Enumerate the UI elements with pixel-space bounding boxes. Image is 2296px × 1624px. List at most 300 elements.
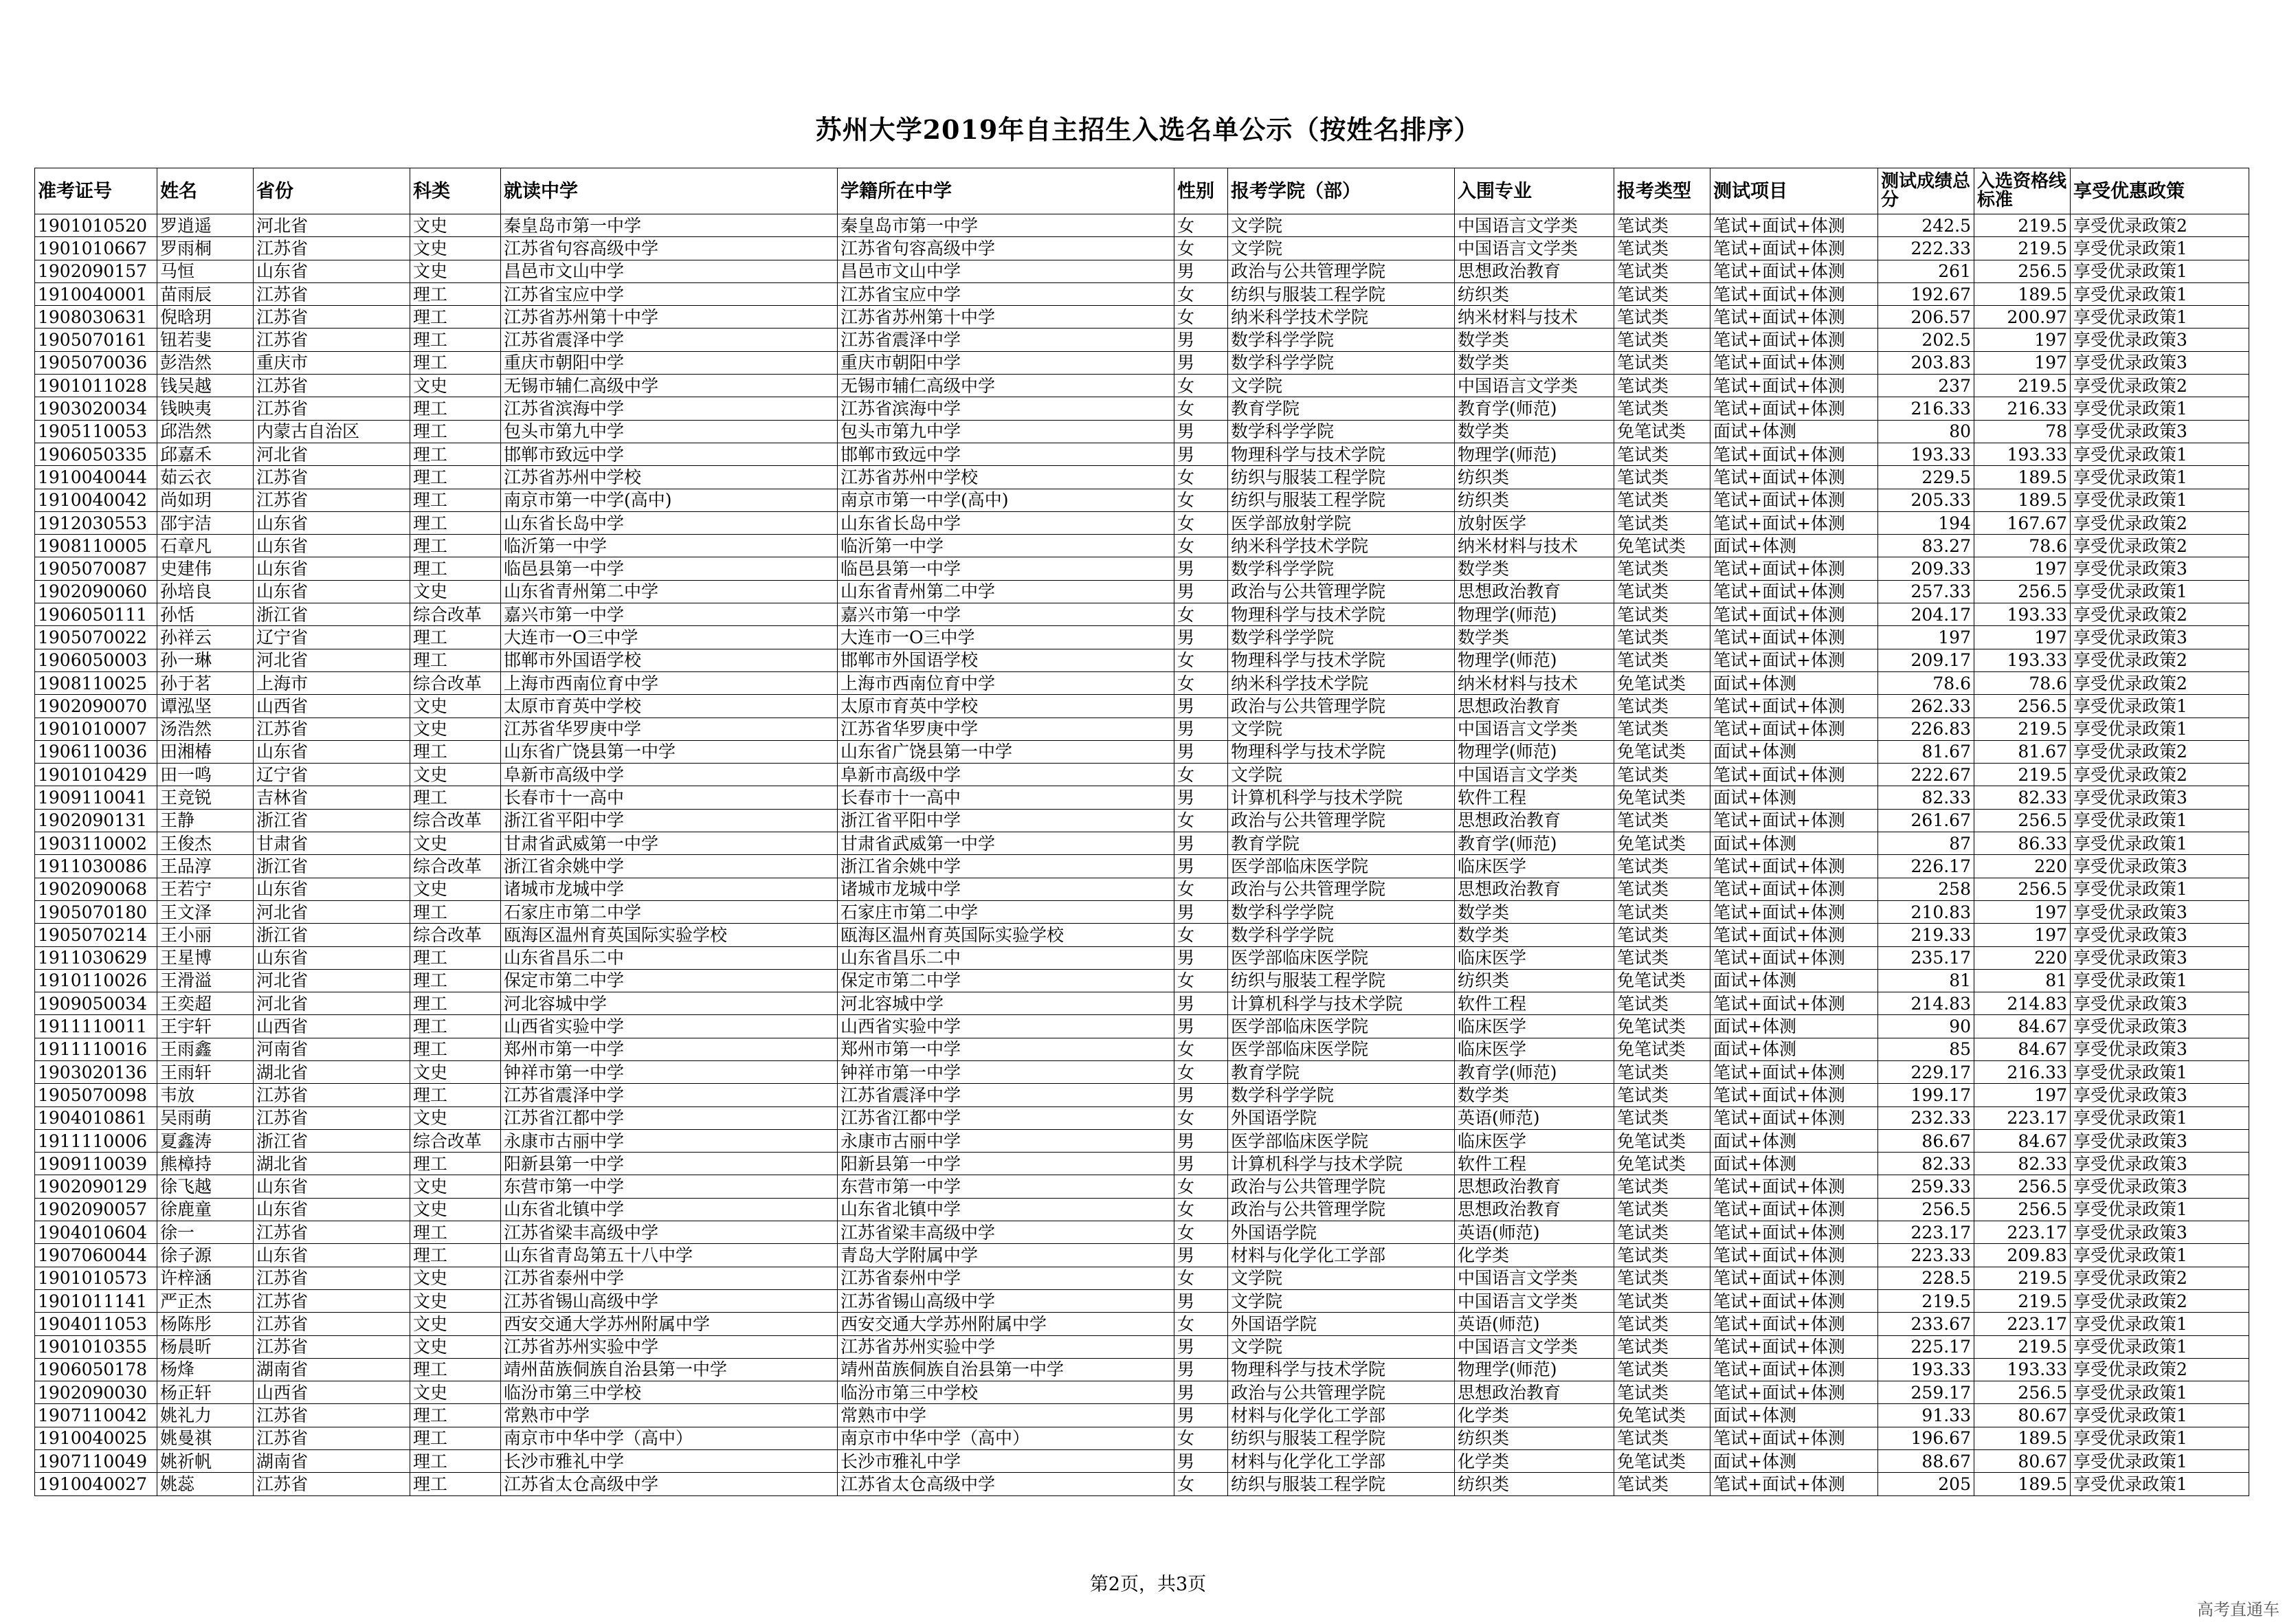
table-cell: 女 [1174,1313,1228,1335]
table-cell: 河北容城中学 [501,992,838,1015]
table-cell: 甘肃省武威第一中学 [501,832,838,855]
table-cell: 浙江省余姚中学 [838,855,1174,878]
table-cell: 理工 [410,992,501,1015]
table-cell: 222.33 [1878,237,1974,260]
table-cell: 瓯海区温州育英国际实验学校 [838,924,1174,946]
table-cell: 西安交通大学苏州附属中学 [501,1313,838,1335]
table-cell: 笔试+面试+体测 [1710,900,1878,923]
table-cell: 杨陈彤 [157,1313,254,1335]
table-cell: 临沂第一中学 [838,535,1174,557]
table-cell: 享受优录政策2 [2071,740,2249,763]
table-cell: 教育学(师范) [1455,832,1614,855]
table-cell: 189.5 [1974,1473,2071,1495]
table-cell: 教育学(师范) [1455,1060,1614,1083]
table-cell: 数学科学学院 [1228,351,1455,374]
table-cell: 医学部临床医学院 [1228,1038,1455,1060]
table-cell: 1902090070 [35,695,157,718]
table-cell: 江苏省 [254,1221,410,1244]
table-cell: 理工 [410,946,501,969]
table-cell: 83.27 [1878,535,1974,557]
table-cell: 徐飞越 [157,1175,254,1198]
table-cell: 262.33 [1878,695,1974,718]
table-cell: 笔试类 [1614,397,1710,420]
table-cell: 政治与公共管理学院 [1228,580,1455,603]
table-row [35,718,2249,740]
table-cell: 纳米科学技术学院 [1228,671,1455,694]
table-cell: 田一鸣 [157,764,254,786]
table-cell: 1901010573 [35,1267,157,1289]
table-cell: 192.67 [1878,282,1974,305]
table-cell: 理工 [410,420,501,443]
table-cell: 免笔试类 [1614,1404,1710,1427]
table-cell: 浙江省平阳中学 [501,809,838,832]
table-cell: 吉林省 [254,786,410,809]
table-cell: 靖州苗族侗族自治县第一中学 [501,1358,838,1381]
table-cell: 享受优录政策1 [2071,489,2249,511]
table-cell: 理工 [410,466,501,489]
table-cell: 笔试类 [1614,649,1710,671]
table-cell: 免笔试类 [1614,1015,1710,1038]
table-cell: 东营市第一中学 [838,1175,1174,1198]
table-cell: 英语(师范) [1455,1221,1614,1244]
table-cell: 1903110002 [35,832,157,855]
table-cell: 秦皇岛市第一中学 [501,214,838,237]
table-cell: 邯郸市外国语学校 [838,649,1174,671]
table-cell: 物理学(师范) [1455,1358,1614,1381]
table-cell: 理工 [410,786,501,809]
table-cell: 孙祥云 [157,626,254,649]
table-cell: 石家庄市第二中学 [501,900,838,923]
table-cell: 江苏省 [254,306,410,329]
table-cell: 文史 [410,1060,501,1083]
table-row [35,855,2249,878]
table-cell: 笔试类 [1614,282,1710,305]
table-cell: 面试+体测 [1710,671,1878,694]
table-cell: 1904010604 [35,1221,157,1244]
table-cell: 免笔试类 [1614,969,1710,992]
table-cell: 笔试+面试+体测 [1710,351,1878,374]
table-cell: 享受优录政策3 [2071,1175,2249,1198]
table-cell: 85 [1878,1038,1974,1060]
table-cell: 数学类 [1455,900,1614,923]
table-row [35,1313,2249,1335]
table-cell: 徐子源 [157,1244,254,1267]
table-cell: 1910040042 [35,489,157,511]
table-cell: 计算机科学与技术学院 [1228,786,1455,809]
table-row [35,214,2249,237]
table-cell: 文史 [410,1289,501,1312]
table-cell: 重庆市朝阳中学 [501,351,838,374]
table-cell: 熊樟持 [157,1153,254,1175]
table-cell: 郑州市第一中学 [501,1038,838,1060]
table-cell: 钮若斐 [157,329,254,351]
table-cell: 无锡市辅仁高级中学 [838,375,1174,397]
table-cell: 思想政治教育 [1455,260,1614,282]
table-cell: 浙江省 [254,809,410,832]
table-cell: 浙江省 [254,603,410,626]
table-row [35,740,2249,763]
table-cell: 文史 [410,1106,501,1129]
table-cell: 邵宇洁 [157,511,254,534]
table-cell: 浙江省 [254,1129,410,1152]
table-cell: 孙一琳 [157,649,254,671]
table-row [35,671,2249,694]
table-cell: 笔试+面试+体测 [1710,580,1878,603]
table-cell: 1910040025 [35,1427,157,1449]
table-cell: 面试+体测 [1710,1404,1878,1427]
table-row [35,237,2249,260]
table-cell: 1906110036 [35,740,157,763]
table-cell: 大连市一O三中学 [838,626,1174,649]
table-cell: 256.5 [1974,1381,2071,1404]
table-cell: 数学科学学院 [1228,900,1455,923]
table-cell: 219.5 [1974,1267,2071,1289]
table-cell: 笔试+面试+体测 [1710,1473,1878,1495]
table-cell: 综合改革 [410,671,501,694]
table-cell: 197 [1974,329,2071,351]
table-cell: 理工 [410,557,501,580]
table-cell: 免笔试类 [1614,786,1710,809]
table-cell: 物理科学与技术学院 [1228,443,1455,465]
table-cell: 钟祥市第一中学 [501,1060,838,1083]
table-cell: 笔试类 [1614,764,1710,786]
table-cell: 笔试+面试+体测 [1710,237,1878,260]
table-cell: 1905070098 [35,1084,157,1106]
table-cell: 197 [1974,351,2071,374]
table-row [35,282,2249,305]
column-header: 就读中学 [501,168,838,214]
table-cell: 汤浩然 [157,718,254,740]
table-cell: 223.17 [1974,1106,2071,1129]
table-cell: 笔试类 [1614,511,1710,534]
table-cell: 理工 [410,740,501,763]
table-cell: 享受优录政策2 [2071,214,2249,237]
table-cell: 笔试类 [1614,329,1710,351]
table-row [35,1084,2249,1106]
table-cell: 江苏省泰州中学 [838,1267,1174,1289]
table-cell: 包头市第九中学 [501,420,838,443]
table-row [35,764,2249,786]
table-cell: 江苏省太仓高级中学 [838,1473,1174,1495]
table-cell: 数学类 [1455,1084,1614,1106]
table-row [35,1427,2249,1449]
table-cell: 山东省长岛中学 [501,511,838,534]
table-cell: 浙江省平阳中学 [838,809,1174,832]
table-cell: 理工 [410,1038,501,1060]
table-cell: 259.17 [1878,1381,1974,1404]
table-cell: 享受优录政策1 [2071,1313,2249,1335]
table-cell: 男 [1174,351,1228,374]
table-cell: 笔试+面试+体测 [1710,992,1878,1015]
table-cell: 山东省 [254,260,410,282]
table-cell: 嘉兴市第一中学 [838,603,1174,626]
table-cell: 综合改革 [410,1129,501,1152]
table-cell: 文学院 [1228,1289,1455,1312]
table-cell: 笔试+面试+体测 [1710,375,1878,397]
table-cell: 女 [1174,306,1228,329]
table-cell: 山西省 [254,1381,410,1404]
column-header: 科类 [410,168,501,214]
table-row [35,1404,2249,1427]
table-cell: 石家庄市第二中学 [838,900,1174,923]
table-cell: 199.17 [1878,1084,1974,1106]
table-cell: 享受优录政策2 [2071,764,2249,786]
table-cell: 女 [1174,1267,1228,1289]
table-cell: 男 [1174,1084,1228,1106]
table-row [35,946,2249,969]
table-cell: 中国语言文学类 [1455,1335,1614,1358]
table-cell: 女 [1174,809,1228,832]
table-cell: 女 [1174,511,1228,534]
table-cell: 男 [1174,420,1228,443]
table-cell: 中国语言文学类 [1455,1267,1614,1289]
table-cell: 思想政治教育 [1455,695,1614,718]
table-cell: 江苏省锡山高级中学 [838,1289,1174,1312]
table-cell: 数学类 [1455,626,1614,649]
table-cell: 外国语学院 [1228,1106,1455,1129]
table-cell: 享受优录政策2 [2071,671,2249,694]
table-cell: 王星博 [157,946,254,969]
table-row [35,626,2249,649]
table-cell: 思想政治教育 [1455,580,1614,603]
table-cell: 纺织与服装工程学院 [1228,1427,1455,1449]
table-cell: 文史 [410,1198,501,1221]
table-cell: 江苏省 [254,1427,410,1449]
table-cell: 男 [1174,900,1228,923]
table-cell: 综合改革 [410,809,501,832]
table-cell: 1910040044 [35,466,157,489]
table-cell: 永康市古丽中学 [838,1129,1174,1152]
table-cell: 文学院 [1228,764,1455,786]
table-cell: 江苏省江都中学 [501,1106,838,1129]
table-cell: 田湘椿 [157,740,254,763]
table-cell: 江苏省苏州中学校 [501,466,838,489]
table-cell: 80 [1878,420,1974,443]
table-cell: 山东省青岛第五十八中学 [501,1244,838,1267]
table-cell: 1905070180 [35,900,157,923]
table-cell: 数学科学学院 [1228,420,1455,443]
table-cell: 256.5 [1974,580,2071,603]
table-cell: 1902090131 [35,809,157,832]
table-cell: 物理科学与技术学院 [1228,740,1455,763]
table-cell: 姚礼力 [157,1404,254,1427]
table-cell: 文史 [410,832,501,855]
table-cell: 男 [1174,1404,1228,1427]
table-cell: 材料与化学化工学部 [1228,1244,1455,1267]
table-cell: 笔试类 [1614,855,1710,878]
table-cell: 笔试+面试+体测 [1710,557,1878,580]
table-row [35,1015,2249,1038]
table-cell: 钱吴越 [157,375,254,397]
table-cell: 笔试类 [1614,580,1710,603]
table-row [35,466,2249,489]
table-cell: 山东省昌乐二中 [501,946,838,969]
table-cell: 219.33 [1878,924,1974,946]
table-cell: 笔试+面试+体测 [1710,1267,1878,1289]
table-cell: 男 [1174,946,1228,969]
table-cell: 文史 [410,214,501,237]
table-cell: 193.33 [1974,443,2071,465]
table-cell: 261 [1878,260,1974,282]
table-cell: 笔试+面试+体测 [1710,1358,1878,1381]
table-cell: 山东省广饶县第一中学 [838,740,1174,763]
table-cell: 数学类 [1455,420,1614,443]
table-cell: 256.5 [1878,1198,1974,1221]
table-cell: 纳米科学技术学院 [1228,306,1455,329]
table-cell: 常熟市中学 [501,1404,838,1427]
table-cell: 1911110006 [35,1129,157,1152]
table-row [35,924,2249,946]
table-cell: 189.5 [1974,282,2071,305]
table-cell: 享受优录政策2 [2071,511,2249,534]
table-cell: 文史 [410,718,501,740]
table-cell: 江苏省江都中学 [838,1106,1174,1129]
table-cell: 205 [1878,1473,1974,1495]
table-cell: 笔试+面试+体测 [1710,397,1878,420]
table-cell: 84.67 [1974,1015,2071,1038]
table-cell: 1904010861 [35,1106,157,1129]
table-cell: 享受优录政策3 [2071,786,2249,809]
table-cell: 免笔试类 [1614,1038,1710,1060]
table-cell: 数学科学学院 [1228,557,1455,580]
table-cell: 江苏省 [254,282,410,305]
table-row [35,397,2249,420]
table-cell: 男 [1174,855,1228,878]
table-cell: 文史 [410,237,501,260]
table-cell: 纺织类 [1455,466,1614,489]
table-cell: 256.5 [1974,809,2071,832]
table-cell: 享受优录政策1 [2071,809,2249,832]
table-cell: 免笔试类 [1614,420,1710,443]
table-cell: 临床医学 [1455,855,1614,878]
table-cell: 纺织类 [1455,489,1614,511]
table-cell: 江苏省 [254,466,410,489]
table-cell: 纺织与服装工程学院 [1228,466,1455,489]
table-cell: 上海市 [254,671,410,694]
table-cell: 1910110026 [35,969,157,992]
table-cell: 太原市育英中学校 [838,695,1174,718]
column-header: 省份 [254,168,410,214]
table-cell: 文史 [410,375,501,397]
table-cell: 197 [1974,557,2071,580]
table-cell: 山东省 [254,580,410,603]
table-cell: 王静 [157,809,254,832]
table-cell: 享受优录政策1 [2071,1198,2249,1221]
table-cell: 229.17 [1878,1060,1974,1083]
table-cell: 阜新市高级中学 [838,764,1174,786]
table-cell: 女 [1174,671,1228,694]
table-cell: 邯郸市致远中学 [838,443,1174,465]
table-cell: 男 [1174,557,1228,580]
table-cell: 1905070161 [35,329,157,351]
table-cell: 笔试类 [1614,603,1710,626]
table-cell: 女 [1174,1198,1228,1221]
table-row [35,695,2249,718]
table-cell: 综合改革 [410,603,501,626]
table-cell: 笔试类 [1614,260,1710,282]
table-cell: 江苏省 [254,718,410,740]
column-header: 性别 [1174,168,1228,214]
table-cell: 笔试类 [1614,992,1710,1015]
table-cell: 江苏省苏州第十中学 [838,306,1174,329]
table-cell: 免笔试类 [1614,1450,1710,1473]
table-cell: 江苏省震泽中学 [501,329,838,351]
table-cell: 笔试类 [1614,466,1710,489]
table-cell: 194 [1878,511,1974,534]
table-cell: 享受优录政策1 [2071,969,2249,992]
table-cell: 219.5 [1974,214,2071,237]
table-row [35,786,2249,809]
table-cell: 南京市中华中学（高中） [838,1427,1174,1449]
table-cell: 重庆市 [254,351,410,374]
table-cell: 浙江省余姚中学 [501,855,838,878]
table-cell: 物理科学与技术学院 [1228,1358,1455,1381]
table-cell: 理工 [410,900,501,923]
table-cell: 理工 [410,511,501,534]
table-cell: 享受优录政策3 [2071,626,2249,649]
table-cell: 1905070036 [35,351,157,374]
table-cell: 理工 [410,1015,501,1038]
table-cell: 女 [1174,1427,1228,1449]
table-cell: 面试+体测 [1710,1038,1878,1060]
table-cell: 重庆市朝阳中学 [838,351,1174,374]
table-cell: 思想政治教育 [1455,1198,1614,1221]
table-cell: 面试+体测 [1710,740,1878,763]
table-cell: 河北省 [254,900,410,923]
table-cell: 文学院 [1228,214,1455,237]
table-cell: 女 [1174,1060,1228,1083]
column-header: 入围专业 [1455,168,1614,214]
table-cell: 80.67 [1974,1404,2071,1427]
table-cell: 笔试类 [1614,1427,1710,1449]
table-cell: 81 [1974,969,2071,992]
table-cell: 政治与公共管理学院 [1228,1381,1455,1404]
table-cell: 女 [1174,489,1228,511]
table-cell: 理工 [410,306,501,329]
column-header: 准考证号 [35,168,157,214]
table-cell: 上海市西南位育中学 [838,671,1174,694]
table-cell: 江苏省滨海中学 [838,397,1174,420]
table-cell: 220 [1974,855,2071,878]
table-cell: 女 [1174,1106,1228,1129]
table-cell: 笔试+面试+体测 [1710,329,1878,351]
table-cell: 纺织与服装工程学院 [1228,1473,1455,1495]
table-cell: 材料与化学化工学部 [1228,1450,1455,1473]
table-cell: 229.5 [1878,466,1974,489]
table-cell: 享受优录政策3 [2071,900,2249,923]
table-cell: 享受优录政策1 [2071,443,2249,465]
table-cell: 江苏省 [254,1106,410,1129]
table-cell: 史建伟 [157,557,254,580]
table-cell: 软件工程 [1455,1153,1614,1175]
table-cell: 纺织与服装工程学院 [1228,489,1455,511]
table-cell: 教育学院 [1228,1060,1455,1083]
column-header: 学籍所在中学 [838,168,1174,214]
table-cell: 1902090157 [35,260,157,282]
table-cell: 文史 [410,1267,501,1289]
table-row [35,1289,2249,1312]
table-cell: 笔试+面试+体测 [1710,1084,1878,1106]
table-cell: 享受优录政策1 [2071,260,2249,282]
table-cell: 江苏省 [254,1267,410,1289]
table-cell: 78.6 [1878,671,1974,694]
table-cell: 中国语言文学类 [1455,1289,1614,1312]
table-cell: 女 [1174,1473,1228,1495]
table-cell: 彭浩然 [157,351,254,374]
table-cell: 理工 [410,351,501,374]
table-cell: 笔试类 [1614,1198,1710,1221]
table-cell: 文史 [410,1175,501,1198]
